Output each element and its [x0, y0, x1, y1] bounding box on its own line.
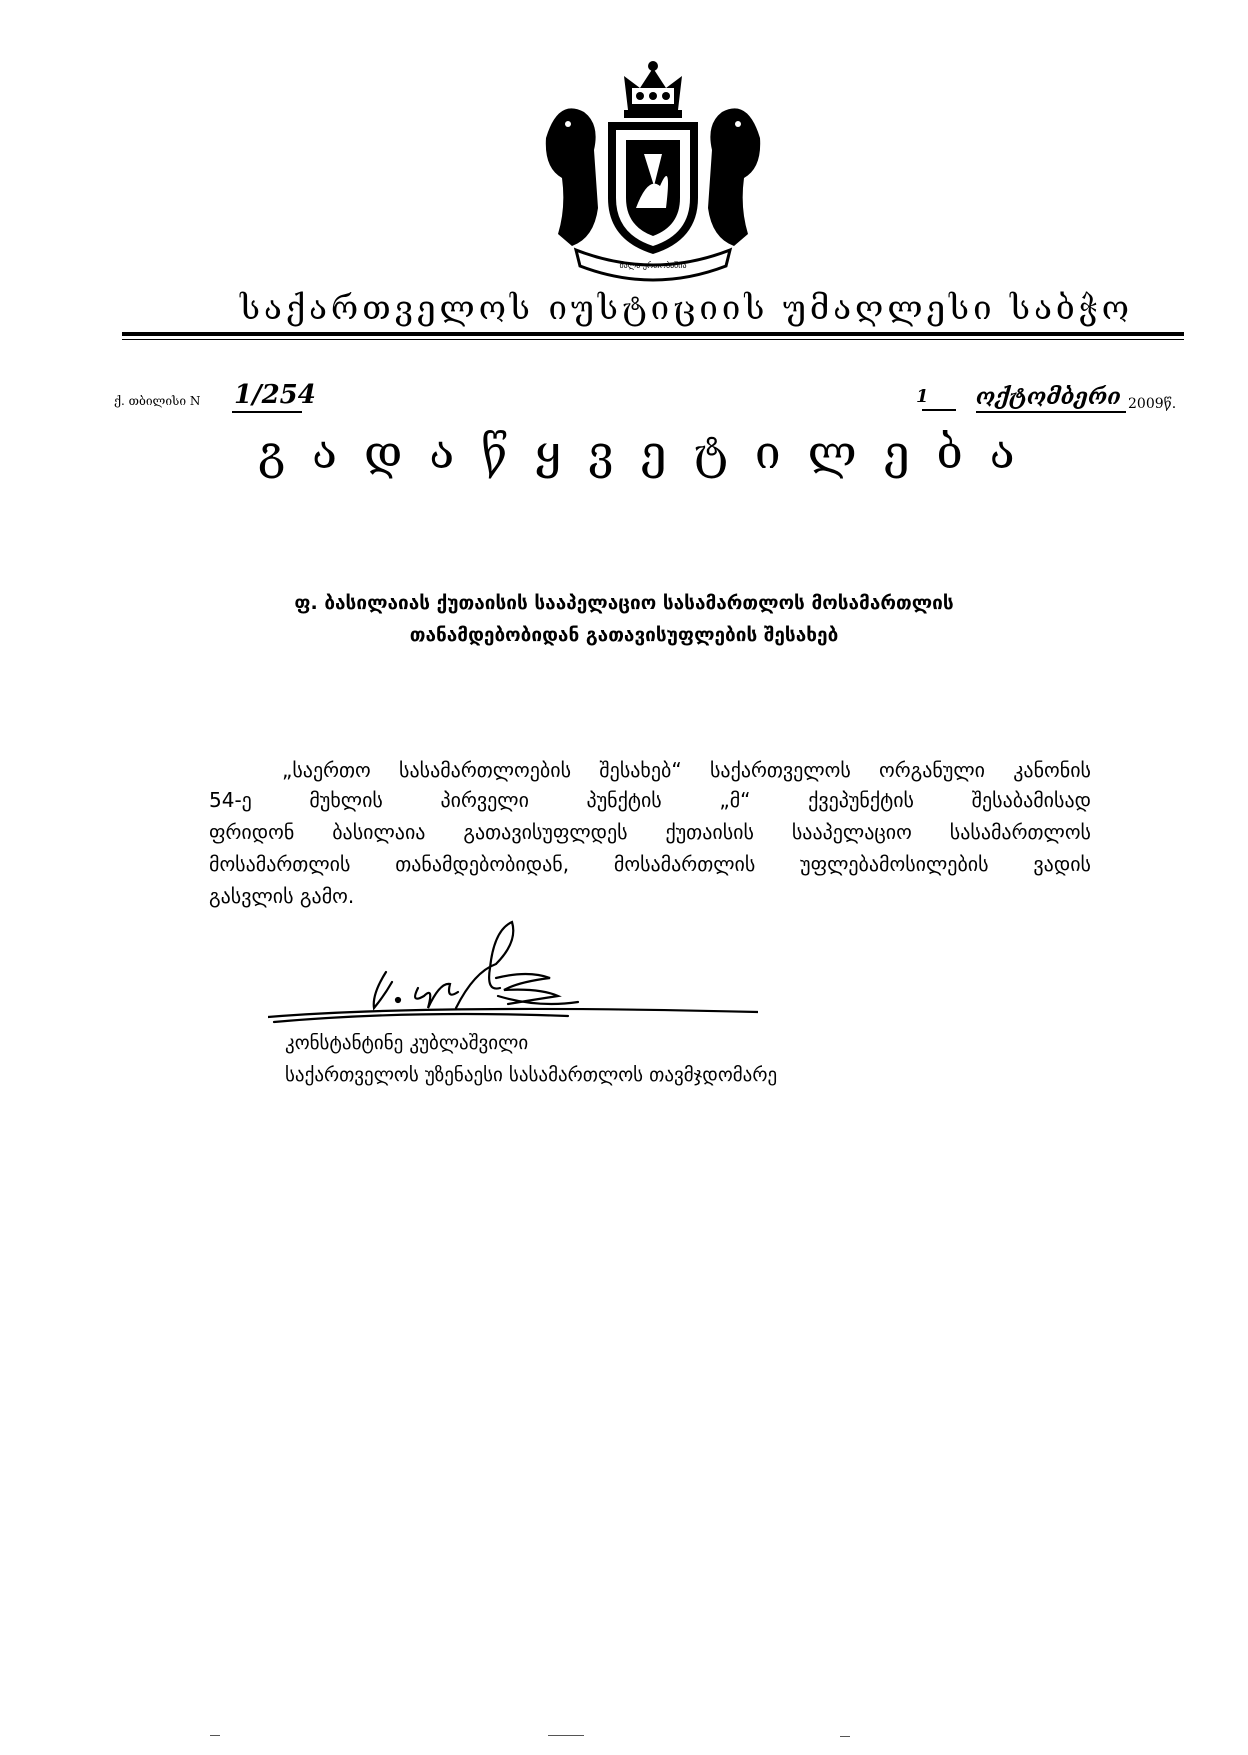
document-number-underline	[232, 411, 302, 413]
date-day: 1	[916, 386, 929, 407]
document-number-label: ქ. თბილისი N	[114, 394, 201, 408]
body-line-3: ფრიდონ ბასილაია გათავისუფლდეს ქუთაისის სააპელაციო სასამართლოს	[209, 820, 1091, 844]
subject-line-2: თანამდებობიდან გათავისუფლების შესახებ	[409, 624, 839, 646]
body-line-5: გასვლის გამო.	[209, 884, 355, 908]
body-line-2: 54-ე მუხლის პირველი პუნქტის „მ“ ქვეპუნქტის შესაბამისად	[209, 788, 1091, 812]
document-number-value: 1/254	[234, 380, 316, 410]
scan-speck	[548, 1735, 584, 1736]
header-rule-thick	[122, 332, 1184, 336]
scan-speck	[840, 1736, 850, 1737]
handwritten-signature	[268, 912, 758, 1042]
document-title: გადაწყვეტილება	[258, 425, 1042, 479]
body-line-4: მოსამართლის თანამდებობიდან, მოსამართლის უფლებამოსილების ვადის	[209, 852, 1091, 876]
svg-text:ძალა ერთობაშია: ძალა ერთობაშია	[619, 261, 687, 270]
coat-of-arms-icon	[536, 58, 770, 290]
date-month: ოქტომბერი	[976, 384, 1121, 410]
subject-line-1: ფ. ბასილაიას ქუთაისის სააპელაციო სასამართლოს მოსამართლის	[294, 592, 954, 614]
header-rule-thin	[122, 339, 1184, 340]
scan-speck	[210, 1735, 220, 1736]
signer-name: კონსტანტინე კუბლაშვილი	[285, 1032, 529, 1054]
date-day-underline	[922, 409, 956, 411]
council-name: საქართველოს იუსტიციის უმაღლესი საბჭო	[240, 288, 1133, 327]
date-year: 2009წ.	[1128, 396, 1177, 412]
body-line-1: „საერთო სასამართლოების შესახებ“ საქართველოს ორგანული კანონის	[282, 758, 1091, 782]
signer-title: საქართველოს უზენაესი სასამართლოს თავმჯდომარე	[285, 1064, 778, 1086]
date-month-underline	[976, 411, 1126, 413]
